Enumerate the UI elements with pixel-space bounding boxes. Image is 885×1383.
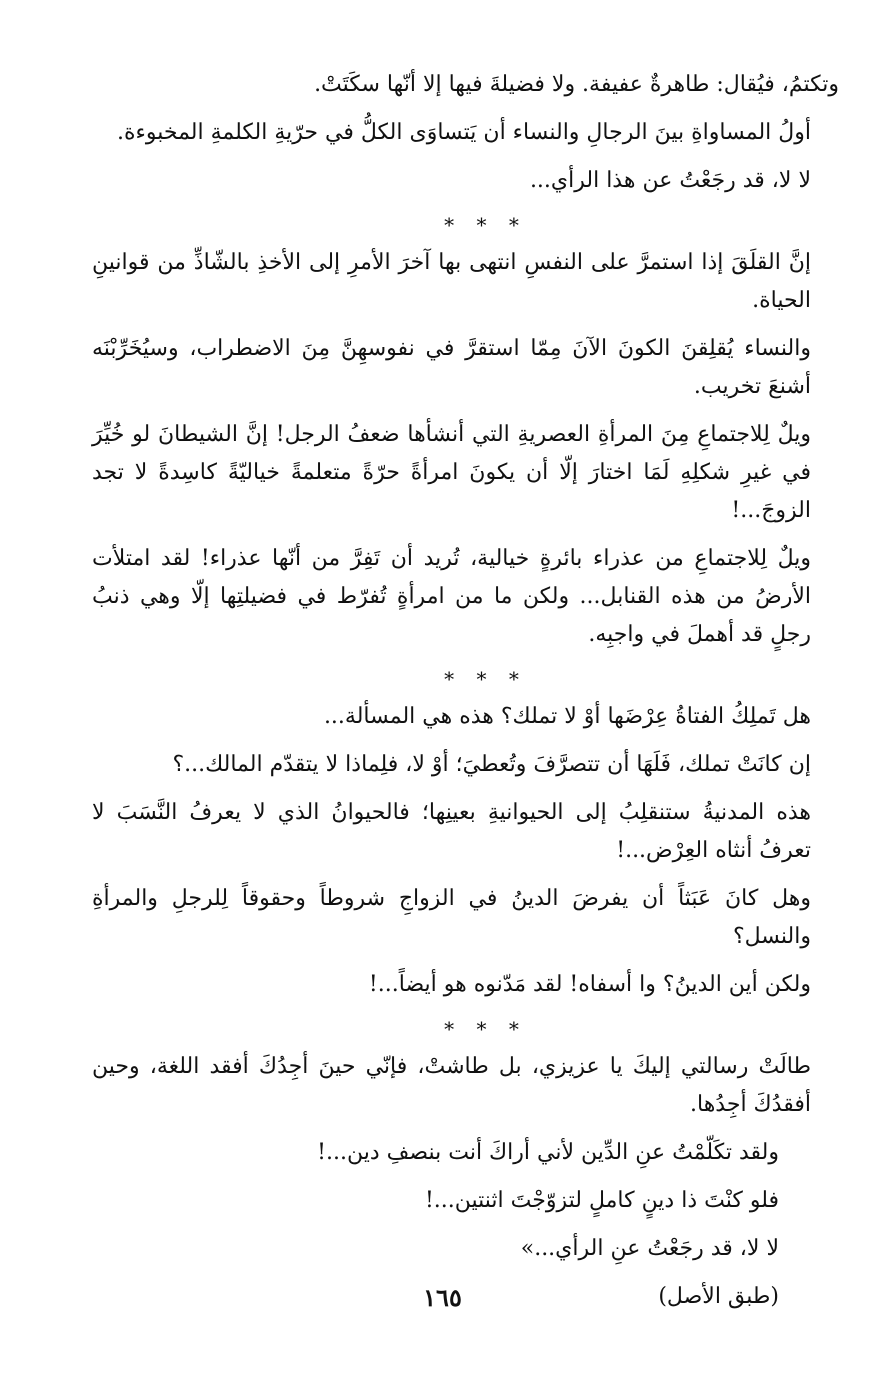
- paragraph: (طبق الأصل): [658, 1284, 779, 1309]
- paragraph: إنَّ القلَقَ إذا استمرَّ على النفسِ انتهى بها آخرَ الأمرِ إلى الأخذِ بالشّاذِّ من قوانينِ الحياة.: [92, 250, 811, 313]
- paragraph: ويلٌ لِلاجتماعِ من عذراء بائرةٍ خيالية، تُريد أن تَفِرَّ من أنّها عذراء! لقد امتلأت الأرضُ من هذه القنابل... ولكن ما من امرأةٍ تُفرّط في فضيلتِها إلّا وهي ذنبُ رجلٍ قد أهملَ في واجبِه.: [92, 546, 811, 647]
- paragraph: ولكن أين الدينُ؟ وا أسفاه! لقد مَدّنوه هو أيضاً...!: [368, 972, 811, 997]
- section-separator: * * *: [444, 1017, 527, 1041]
- paragraph: طالَتْ رسالتي إليكَ يا عزيزي، بل طاشتْ، فإنّي حينَ أجِدُكَ أفقد اللغة، وحين أفقدُكَ أجِدُها.: [92, 1054, 811, 1117]
- paragraph: إن كانَتْ تملك، فَلَهَا أن تتصرَّفَ وتُعطيَ؛ أوْ لا، فلِماذا لا يتقدّم المالك...؟: [172, 752, 811, 777]
- paragraph: لا لا، قد رجَعْتُ عنِ الرأي...»: [520, 1236, 779, 1261]
- page-body: [92, 66, 839, 1326]
- paragraph: وهل كانَ عَبَثاً أن يفرضَ الدينُ في الزواجِ شروطاً وحقوقاً لِلرجلِ والمرأةِ والنسل؟: [92, 886, 811, 949]
- paragraph: لا لا، قد رجَعْتُ عن هذا الرأي...: [529, 168, 811, 193]
- paragraph: هذه المدنيةُ ستنقلِبُ إلى الحيوانيةِ بعينِها؛ فالحيوانُ الذي لا يعرفُ النَّسَبَ لا تعرفُ أنثاه العِرْض...!: [92, 800, 812, 863]
- paragraph: ولقد تكَلّمْتُ عنِ الدِّين لأني أراكَ أنت بنصفِ دين...!: [317, 1140, 779, 1165]
- paragraph: والنساء يُقلِقنَ الكونَ الآنَ مِمّا استقرَّ في نفوسهِنَّ مِنَ الاضطراب، وسيُخَرِّبْنَه أشنعَ تخريب.: [92, 336, 811, 399]
- paragraph: أولُ المساواةِ بينَ الرجالِ والنساء أن يَتساوَى الكلُّ في حرّيةِ الكلمةِ المخبوءة.: [117, 120, 811, 145]
- section-separator: * * *: [444, 213, 527, 237]
- paragraph: هل تَملِكُ الفتاةُ عِرْضَها أوْ لا تملك؟ هذه هي المسألة...: [323, 704, 811, 729]
- paragraph: وتكتمُ، فيُقال: طاهرةٌ عفيفة. ولا فضيلةَ فيها إلا أنّها سكَتَتْ.: [314, 72, 839, 97]
- paragraph: ويلٌ لِلاجتماعِ مِنَ المرأةِ العصريةِ التي أنشأها ضعفُ الرجل! إنَّ الشيطانَ لو خُيِّرَ في غيرِ شكلِهِ لَمَا اختارَ إلّا أن يكونَ امرأةً حرّةً متعلمةً خياليّةً كاسِدةً لا تجد الزوجَ...!: [92, 422, 811, 523]
- page-number: ١٦٥: [423, 1283, 462, 1312]
- section-separator: * * *: [444, 667, 527, 691]
- paragraph: فلو كنْتَ ذا دينٍ كاملٍ لتزوّجْتَ اثنتين...!: [424, 1188, 779, 1213]
